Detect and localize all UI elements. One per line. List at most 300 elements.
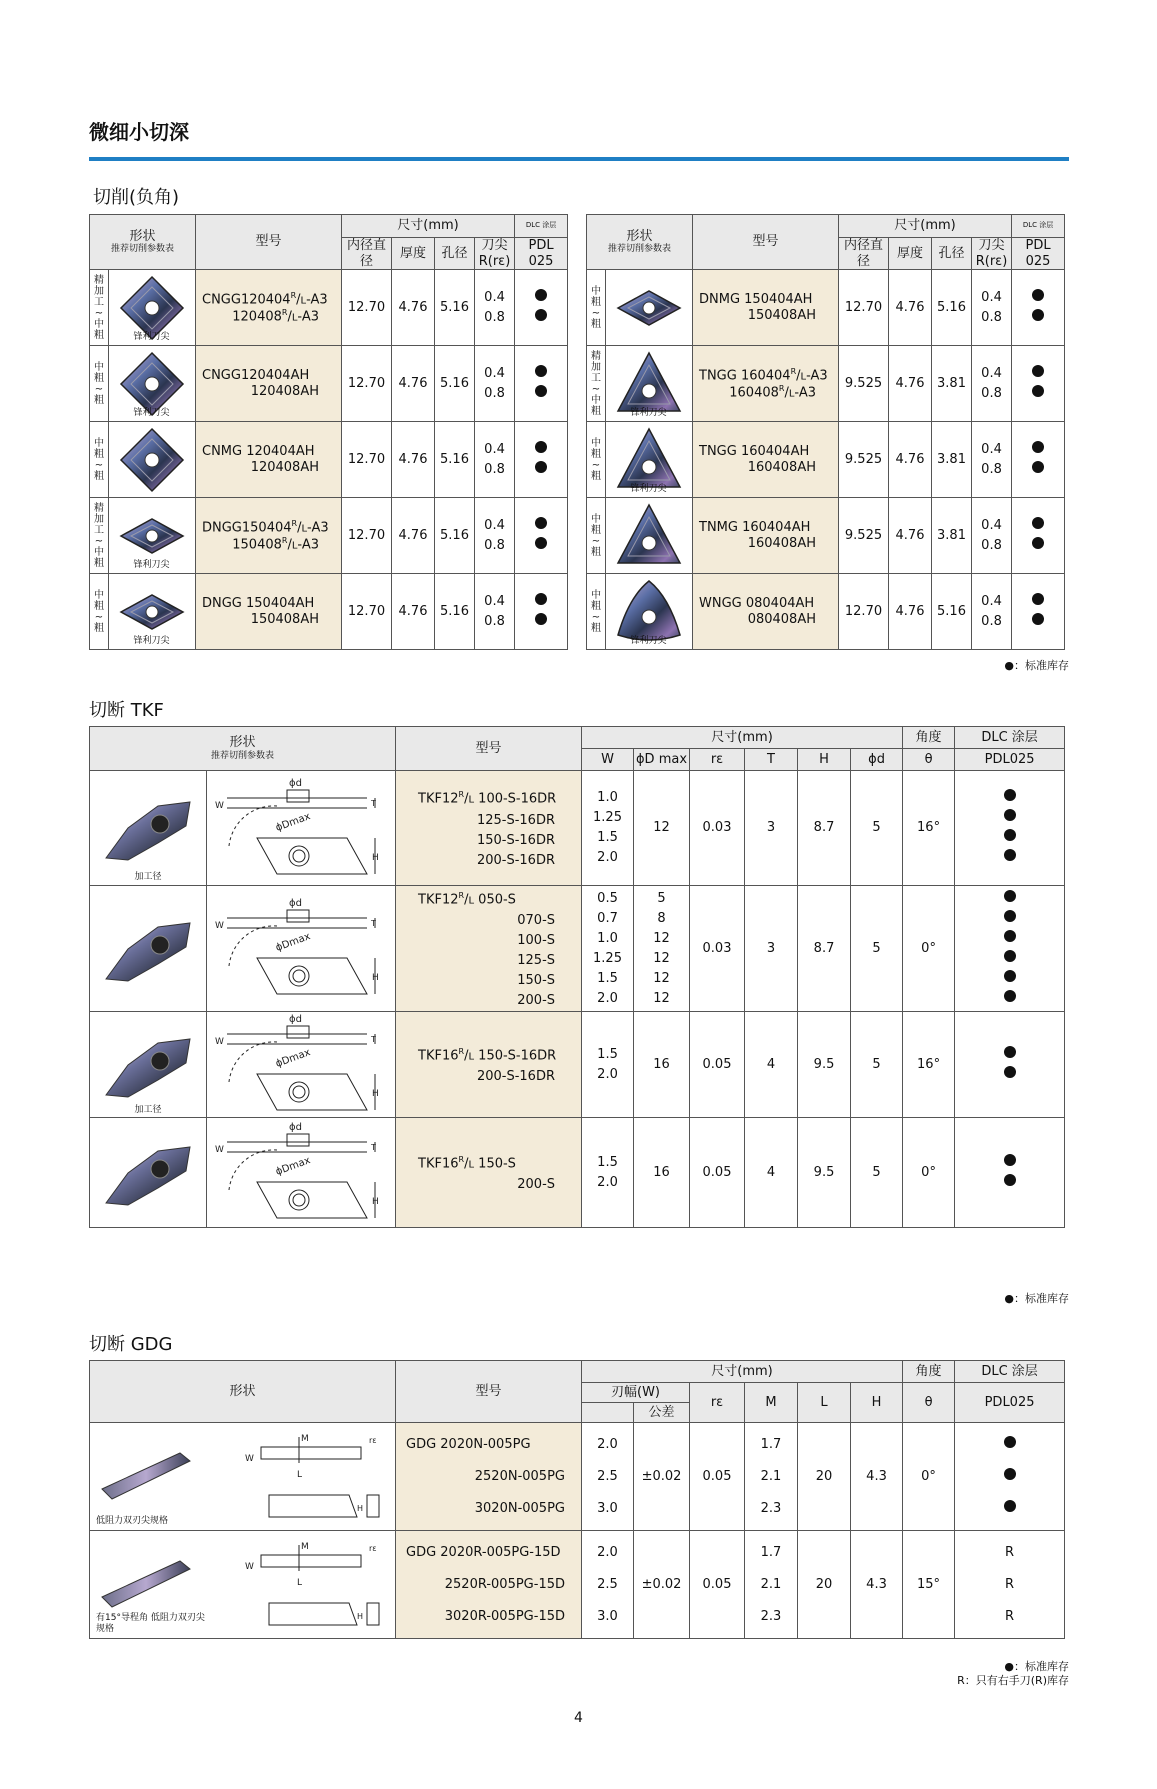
value-tolerance: ±0.02 — [634, 1423, 690, 1531]
m-cell: 1.7 2.1 2.3 — [745, 1531, 798, 1639]
col-corner-r: 刀尖 R(rε) — [475, 238, 515, 270]
table-row — [90, 270, 568, 346]
dmax-cell: 5 8 12 12 12 12 — [634, 886, 690, 1012]
stock-dot — [1004, 930, 1016, 942]
model-line-1: DNMG 150404AH — [699, 292, 813, 308]
value-d: 5 — [851, 1118, 903, 1228]
value-d: 12.70 — [839, 270, 889, 346]
table-row — [90, 771, 1065, 886]
value-l: 20 — [798, 1531, 851, 1639]
col-w: W — [582, 749, 634, 771]
stock-dot — [535, 309, 547, 321]
col-pdl025: PDL 025 — [1012, 238, 1065, 270]
application-label: 精加工~中粗 — [94, 502, 104, 569]
w-cell: 1.5 2.0 — [582, 1118, 634, 1228]
table-row — [90, 346, 568, 422]
stock-dot — [1004, 1436, 1016, 1448]
stock-dot — [1032, 441, 1044, 453]
stock-dot — [1004, 1468, 1016, 1480]
value-t: 4 — [745, 1118, 798, 1228]
stock-dot — [535, 461, 547, 473]
value-theta: 0° — [903, 886, 955, 1012]
corner-r-cell: 0.4 0.8 — [475, 422, 515, 498]
model-line: $TKF16^R/L$ 150-S-16DR — [418, 1047, 557, 1064]
gdg-shape-cell — [90, 1423, 396, 1531]
model-line: $TKF12^R/L$ 050-S — [418, 891, 516, 908]
value-re: 0.05 — [690, 1012, 745, 1118]
table-row — [90, 1423, 1065, 1531]
dmax-cell: 16 — [634, 1012, 690, 1118]
value-theta: 16° — [903, 1012, 955, 1118]
dlc-header: DLC 涂层 — [955, 1361, 1065, 1383]
value-tolerance: ±0.02 — [634, 1531, 690, 1639]
value-d: 9.525 — [839, 346, 889, 422]
shape-header: 形状 推荐切削参数表 — [587, 215, 693, 270]
insert-shape-cell — [587, 422, 693, 498]
tkf-insert-icon — [90, 788, 206, 868]
stock-mark: R — [1005, 1576, 1015, 1592]
value-h: 4.3 — [851, 1423, 903, 1531]
gdg-insert-icon — [96, 1555, 196, 1615]
table-row — [90, 1118, 1065, 1228]
model-cell — [396, 1423, 582, 1531]
corner-r-cell: 0.4 0.8 — [972, 270, 1012, 346]
stock-dot — [1004, 890, 1016, 902]
application-label: 中粗~粗 — [94, 437, 104, 482]
stock-dot — [535, 517, 547, 529]
value-h: 3.81 — [932, 346, 972, 422]
stock-dot — [535, 441, 547, 453]
col-hole: 孔径 — [435, 238, 475, 270]
dlc-header: DLC 涂层 — [1012, 215, 1065, 238]
value-d: 5 — [851, 886, 903, 1012]
stock-dot — [1004, 829, 1016, 841]
model-line-1: TNMG 160404AH — [699, 520, 811, 536]
value-t: 4.76 — [889, 574, 932, 650]
title-rule — [89, 157, 1069, 161]
value-t: 4.76 — [392, 422, 435, 498]
gdg-shape-cell — [90, 1531, 396, 1639]
corner-r-cell: 0.4 0.8 — [475, 574, 515, 650]
table-row — [587, 574, 1065, 650]
tkf-insert-icon — [90, 909, 206, 989]
model-line: 3020R-005PG-15D — [444, 1608, 565, 1624]
col-hole: 孔径 — [932, 238, 972, 270]
m-cell: 1.7 2.1 2.3 — [745, 1423, 798, 1531]
value-t: 4 — [745, 1012, 798, 1118]
section-title-negative: 切削(负角) — [93, 187, 180, 208]
application-label: 精加工~中粗 — [591, 350, 601, 417]
col-pdl025: PDL025 — [955, 749, 1065, 771]
value-t: 3 — [745, 886, 798, 1012]
tkf-dimension-drawing — [207, 771, 396, 886]
insert-shape-cell — [587, 270, 693, 346]
stock-dot — [535, 385, 547, 397]
table-row — [587, 346, 1065, 422]
value-h: 3.81 — [932, 422, 972, 498]
svg-text:W: W — [215, 921, 224, 932]
value-h: 5.16 — [435, 498, 475, 574]
tkf-dimension-drawing — [207, 886, 396, 1012]
col-theta: θ — [903, 749, 955, 771]
shape-header: 形状 推荐切削参数表 — [90, 727, 396, 771]
stock-dot — [1004, 990, 1016, 1002]
model-line-2: $150408^R/L-A3$ — [232, 535, 319, 553]
col-m: M — [745, 1383, 798, 1423]
stock-cell — [955, 1531, 1065, 1639]
value-d: 12.70 — [839, 574, 889, 650]
stock-dot — [1004, 970, 1016, 982]
insert-caption: 锋利刀尖 — [133, 408, 170, 419]
svg-text:H: H — [372, 1197, 379, 1208]
value-d: 9.525 — [839, 422, 889, 498]
model-header: 型号 — [196, 215, 342, 270]
stock-cell — [515, 422, 568, 498]
stock-dot — [1004, 910, 1016, 922]
svg-text:H: H — [372, 852, 379, 863]
value-d: 12.70 — [342, 346, 392, 422]
gdg-insert-icon — [96, 1447, 196, 1507]
application-label: 中粗~粗 — [94, 589, 104, 634]
stock-cell — [515, 498, 568, 574]
application-label: 精加工~中粗 — [94, 274, 104, 341]
dims-header: 尺寸(mm) — [582, 727, 903, 749]
model-line: 125-S — [517, 953, 556, 969]
tkf-insert-cell — [90, 771, 207, 886]
col-tolerance: 公差 — [634, 1403, 690, 1423]
stock-dot — [1032, 613, 1044, 625]
model-line-2: 080408AH — [747, 611, 816, 627]
model-cell — [196, 422, 342, 498]
corner-r-cell: 0.4 0.8 — [972, 346, 1012, 422]
stock-dot — [1004, 849, 1016, 861]
svg-text:H: H — [357, 1504, 364, 1513]
table-row — [90, 1012, 1065, 1118]
value-d: 12.70 — [342, 498, 392, 574]
stock-dot — [1032, 537, 1044, 549]
value-h: 5.16 — [932, 270, 972, 346]
model-line: 150-S-16DR — [476, 832, 556, 848]
negative-insert-table-left — [89, 214, 568, 650]
col-re: rε — [690, 1383, 745, 1423]
value-h: 9.5 — [798, 1118, 851, 1228]
col-width: 刃幅(W) — [582, 1383, 690, 1403]
stock-cell — [955, 1423, 1065, 1531]
svg-text:H: H — [372, 973, 379, 984]
legend-stock-gdg: ●：标准库存 — [1004, 1660, 1069, 1673]
model-cell — [396, 1531, 582, 1639]
model-line-1: $CNGG120404^R/L-A3$ — [202, 290, 328, 308]
insert-shape-cell — [90, 422, 196, 498]
stock-dot — [1004, 1174, 1016, 1186]
corner-r-cell: 0.4 0.8 — [972, 574, 1012, 650]
shape-header: 形状 推荐切削参数表 — [90, 215, 196, 270]
value-theta: 15° — [903, 1531, 955, 1639]
svg-text:L: L — [297, 1470, 303, 1480]
col-thickness: 厚度 — [392, 238, 435, 270]
model-line: $TKF16^R/L$ 150-S — [418, 1155, 516, 1172]
tkf-dimension-drawing — [207, 1012, 396, 1118]
stock-cell — [1012, 270, 1065, 346]
insert-caption: 加工径 — [134, 1104, 162, 1115]
tkf-table — [89, 726, 1065, 1228]
insert-caption: 锋利刀尖 — [133, 636, 170, 647]
svg-text:ϕDmax: ϕDmax — [274, 1155, 312, 1179]
value-re: 0.05 — [690, 1423, 745, 1531]
stock-dot — [535, 537, 547, 549]
value-re: 0.05 — [690, 1118, 745, 1228]
col-w-blank — [582, 1403, 634, 1423]
corner-r-cell: 0.4 0.8 — [972, 422, 1012, 498]
col-inner-diameter: 内径直径 — [342, 238, 392, 270]
svg-text:L: L — [297, 1578, 303, 1588]
table-row — [587, 498, 1065, 574]
w-cell: 1.5 2.0 — [582, 1012, 634, 1118]
value-h: 3.81 — [932, 498, 972, 574]
insert-shape-cell — [90, 346, 196, 422]
page-title: 微细小切深 — [89, 120, 189, 144]
value-t: 3 — [745, 771, 798, 886]
stock-cell — [1012, 498, 1065, 574]
model-header: 型号 — [396, 727, 582, 771]
svg-text:W: W — [245, 1562, 254, 1572]
page-number: 4 — [574, 1710, 583, 1726]
table-row — [587, 270, 1065, 346]
model-line-2: 150408AH — [250, 611, 319, 627]
model-cell — [396, 886, 582, 1012]
stock-mark: R — [1005, 1608, 1015, 1624]
value-h: 9.5 — [798, 1012, 851, 1118]
model-line-1: TNGG 160404AH — [699, 444, 810, 460]
stock-dot — [1032, 365, 1044, 377]
tkf-insert-icon — [90, 1133, 206, 1213]
insert-icon — [109, 425, 195, 495]
w-cell: 2.0 2.5 3.0 — [582, 1531, 634, 1639]
insert-caption: 锋利刀尖 — [630, 484, 667, 495]
insert-shape-cell — [90, 498, 196, 574]
value-d: 5 — [851, 771, 903, 886]
gdg-table — [89, 1360, 1065, 1639]
dlc-header: DLC 涂层 — [515, 215, 568, 238]
stock-dot — [1032, 517, 1044, 529]
svg-text:W: W — [215, 1037, 224, 1048]
model-cell — [196, 498, 342, 574]
application-label: 中粗~粗 — [591, 437, 601, 482]
svg-text:rε: rε — [369, 1544, 377, 1553]
stock-cell — [515, 270, 568, 346]
model-line-1: $DNGG150404^R/L-A3$ — [202, 518, 329, 536]
model-line-2: $160408^R/L-A3$ — [729, 383, 816, 401]
model-cell — [693, 498, 839, 574]
application-label: 中粗~粗 — [591, 589, 601, 634]
col-inner-diameter: 内径直径 — [839, 238, 889, 270]
stock-dot — [1004, 1154, 1016, 1166]
value-t: 4.76 — [392, 574, 435, 650]
model-line: GDG 2020N-005PG — [406, 1436, 531, 1452]
angle-header: 角度 — [903, 1361, 955, 1383]
dmax-cell: 16 — [634, 1118, 690, 1228]
corner-r-cell: 0.4 0.8 — [972, 498, 1012, 574]
model-line: 200-S — [517, 993, 556, 1009]
model-header: 型号 — [396, 1361, 582, 1423]
section-title-tkf: 切断 TKF — [89, 700, 164, 721]
svg-text:W: W — [215, 1145, 224, 1156]
model-line: 070-S — [517, 913, 556, 929]
model-cell — [396, 1012, 582, 1118]
tkf-insert-cell — [90, 886, 207, 1012]
svg-text:T: T — [371, 1035, 376, 1045]
model-line-1: CNMG 120404AH — [202, 444, 315, 460]
col-h: H — [851, 1383, 903, 1423]
value-l: 20 — [798, 1423, 851, 1531]
dims-header: 尺寸(mm) — [839, 215, 1012, 238]
dmax-cell: 12 — [634, 771, 690, 886]
tkf-insert-icon — [90, 1025, 206, 1105]
stock-cell — [955, 1118, 1065, 1228]
svg-text:rε: rε — [369, 1436, 377, 1445]
model-cell — [693, 574, 839, 650]
stock-dot — [535, 289, 547, 301]
svg-text:T: T — [371, 919, 376, 929]
stock-dot — [1004, 809, 1016, 821]
model-line: 125-S-16DR — [476, 812, 556, 828]
model-line: 2520R-005PG-15D — [444, 1576, 565, 1592]
model-line: 150-S — [517, 973, 556, 989]
insert-caption: 有15°导程角 低阻力双刃尖规格 — [96, 1613, 205, 1635]
table-row — [90, 422, 568, 498]
model-line: 3020N-005PG — [474, 1500, 565, 1516]
table-row — [90, 886, 1065, 1012]
gdg-dimension-drawing — [239, 1537, 389, 1632]
value-t: 4.76 — [889, 270, 932, 346]
insert-icon — [606, 501, 692, 571]
insert-icon — [606, 273, 692, 343]
model-line-2: $120408^R/L-A3$ — [232, 307, 319, 325]
model-cell — [693, 422, 839, 498]
stock-cell — [955, 1012, 1065, 1118]
model-cell — [693, 346, 839, 422]
value-d: 9.525 — [839, 498, 889, 574]
corner-r-cell: 0.4 0.8 — [475, 346, 515, 422]
dims-header: 尺寸(mm) — [582, 1361, 903, 1383]
value-h: 5.16 — [435, 422, 475, 498]
application-label: 中粗~粗 — [591, 285, 601, 330]
stock-dot — [1032, 385, 1044, 397]
col-t: T — [745, 749, 798, 771]
svg-text:ϕDmax: ϕDmax — [274, 931, 312, 954]
value-h: 5.16 — [435, 346, 475, 422]
col-corner-r: 刀尖 R(rε) — [972, 238, 1012, 270]
model-line-1: WNGG 080404AH — [699, 596, 815, 612]
value-h: 5.16 — [932, 574, 972, 650]
col-l: L — [798, 1383, 851, 1423]
value-h: 4.3 — [851, 1531, 903, 1639]
insert-caption: 锋利刀尖 — [630, 408, 667, 419]
model-line-2: 160408AH — [747, 535, 816, 551]
insert-shape-cell — [90, 270, 196, 346]
dlc-header: DLC 涂层 — [955, 727, 1065, 749]
table-row — [90, 574, 568, 650]
insert-caption: 加工径 — [134, 872, 162, 883]
value-h: 8.7 — [798, 886, 851, 1012]
model-cell — [396, 771, 582, 886]
col-pdl025: PDL 025 — [515, 238, 568, 270]
stock-dot — [1004, 789, 1016, 801]
tkf-insert-cell — [90, 1118, 207, 1228]
value-t: 4.76 — [392, 270, 435, 346]
svg-text:W: W — [215, 800, 224, 811]
svg-text:ϕd: ϕd — [289, 777, 302, 789]
table-row — [587, 422, 1065, 498]
model-line-2: 120408AH — [250, 383, 319, 399]
col-dmax: ϕD max — [634, 749, 690, 771]
tkf-insert-cell — [90, 1012, 207, 1118]
value-d: 12.70 — [342, 270, 392, 346]
svg-text:M: M — [301, 1542, 309, 1552]
col-h: H — [798, 749, 851, 771]
model-line: 100-S — [517, 933, 556, 949]
insert-shape-cell — [90, 574, 196, 650]
stock-dot — [1004, 1066, 1016, 1078]
stock-dot — [535, 365, 547, 377]
negative-insert-table-right — [586, 214, 1065, 650]
model-cell — [196, 270, 342, 346]
col-theta: θ — [903, 1383, 955, 1423]
value-theta: 0° — [903, 1423, 955, 1531]
section-title-gdg: 切断 GDG — [89, 1334, 173, 1355]
model-line-2: 150408AH — [747, 307, 816, 323]
model-cell — [196, 574, 342, 650]
col-d: ϕd — [851, 749, 903, 771]
tkf-dimension-drawing — [207, 1118, 396, 1228]
value-theta: 0° — [903, 1118, 955, 1228]
stock-cell — [1012, 422, 1065, 498]
table-row — [90, 498, 568, 574]
col-thickness: 厚度 — [889, 238, 932, 270]
model-line: $TKF12^R/L$ 100-S-16DR — [418, 790, 557, 807]
application-label: 中粗~粗 — [94, 361, 104, 406]
model-line: 200-S — [517, 1177, 556, 1193]
svg-text:H: H — [357, 1612, 364, 1621]
model-cell — [693, 270, 839, 346]
w-cell: 0.5 0.7 1.0 1.25 1.5 2.0 — [582, 886, 634, 1012]
table-row — [90, 1531, 1065, 1639]
insert-caption: 低阻力双刃尖规格 — [96, 1516, 169, 1527]
model-line-1: DNGG 150404AH — [202, 596, 315, 612]
svg-text:ϕDmax: ϕDmax — [274, 810, 312, 834]
value-t: 4.76 — [889, 498, 932, 574]
stock-dot — [1032, 309, 1044, 321]
value-t: 4.76 — [889, 422, 932, 498]
stock-cell — [955, 886, 1065, 1012]
svg-text:ϕDmax: ϕDmax — [274, 1047, 312, 1071]
insert-caption: 锋利刀尖 — [133, 560, 170, 571]
stock-cell — [515, 574, 568, 650]
value-re: 0.03 — [690, 886, 745, 1012]
w-cell: 2.0 2.5 3.0 — [582, 1423, 634, 1531]
model-header: 型号 — [693, 215, 839, 270]
model-line-2: 160408AH — [747, 459, 816, 475]
legend-right-hand: R：只有右手刀(R)库存 — [957, 1674, 1069, 1687]
insert-caption: 锋利刀尖 — [630, 636, 667, 647]
svg-text:H: H — [372, 1089, 379, 1100]
col-pdl025: PDL025 — [955, 1383, 1065, 1423]
value-theta: 16° — [903, 771, 955, 886]
angle-header: 角度 — [903, 727, 955, 749]
svg-text:W: W — [245, 1454, 254, 1464]
corner-r-cell: 0.4 0.8 — [475, 270, 515, 346]
stock-dot — [1004, 950, 1016, 962]
